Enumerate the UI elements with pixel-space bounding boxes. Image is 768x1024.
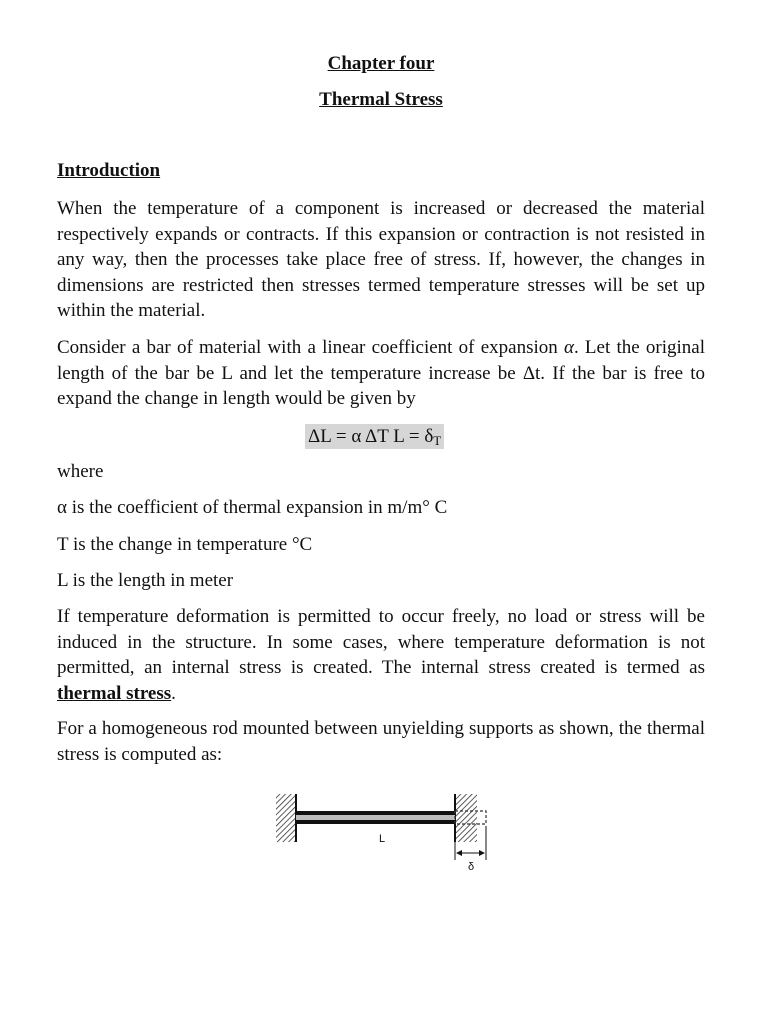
consider-text-start: Consider a bar of material with a linear coefficient of expansion: [57, 337, 564, 358]
delta-arrow-left: [456, 850, 462, 856]
definition-length: L is the length in meter: [57, 570, 234, 591]
deformation-period: .: [171, 682, 176, 704]
delta-label: δ: [467, 861, 475, 873]
alpha-symbol: α: [563, 337, 574, 358]
introduction-heading: Introduction: [57, 160, 161, 181]
equation-main: ΔL = α ΔT L = δ: [308, 426, 434, 447]
page-title: Thermal Stress: [319, 89, 443, 110]
intro-paragraph: When the temperature of a component is increased or decreased the material respectively expands or contracts. If this expansion or contraction is not resisted in any way, then the processes take place free of stress. If, however, the changes in dimensions are restricted then stresses termed temperature stresses will be set up within the material.: [57, 198, 705, 321]
rod-between-supports-figure: [272, 790, 492, 874]
definition-temperature: T is the change in temperature °C: [57, 534, 313, 555]
definition-alpha: α is the coefficient of thermal expansion in m/m° C: [57, 497, 448, 518]
delta-arrow-right: [479, 850, 485, 856]
right-wall-support: [455, 794, 477, 842]
consider-text-end: . Let the original length of the bar be L and let the temperature increase be Δt. If the bar is free to expand the change in length would be given by: [57, 337, 705, 409]
thermal-expansion-equation: [305, 424, 444, 449]
deformation-text: If temperature deformation is permitted to occur freely, no load or stress will be induced in the structure. In some cases, where temperature deformation is not permitted, an internal stress is created. The internal stress created is termed as: [57, 606, 705, 678]
length-label: L: [378, 833, 386, 845]
where-label: where: [57, 461, 104, 482]
thermal-stress-term: thermal stress: [57, 682, 172, 704]
left-wall-support: [276, 794, 296, 842]
chapter-heading: Chapter four: [327, 53, 435, 74]
deformation-paragraph: [57, 604, 705, 706]
rod-paragraph: For a homogeneous rod mounted between unyielding supports as shown, the thermal stress is computed as:: [57, 718, 705, 765]
consider-paragraph: [57, 335, 705, 412]
equation-subscript: T: [433, 433, 442, 448]
rod-core: [296, 815, 455, 820]
